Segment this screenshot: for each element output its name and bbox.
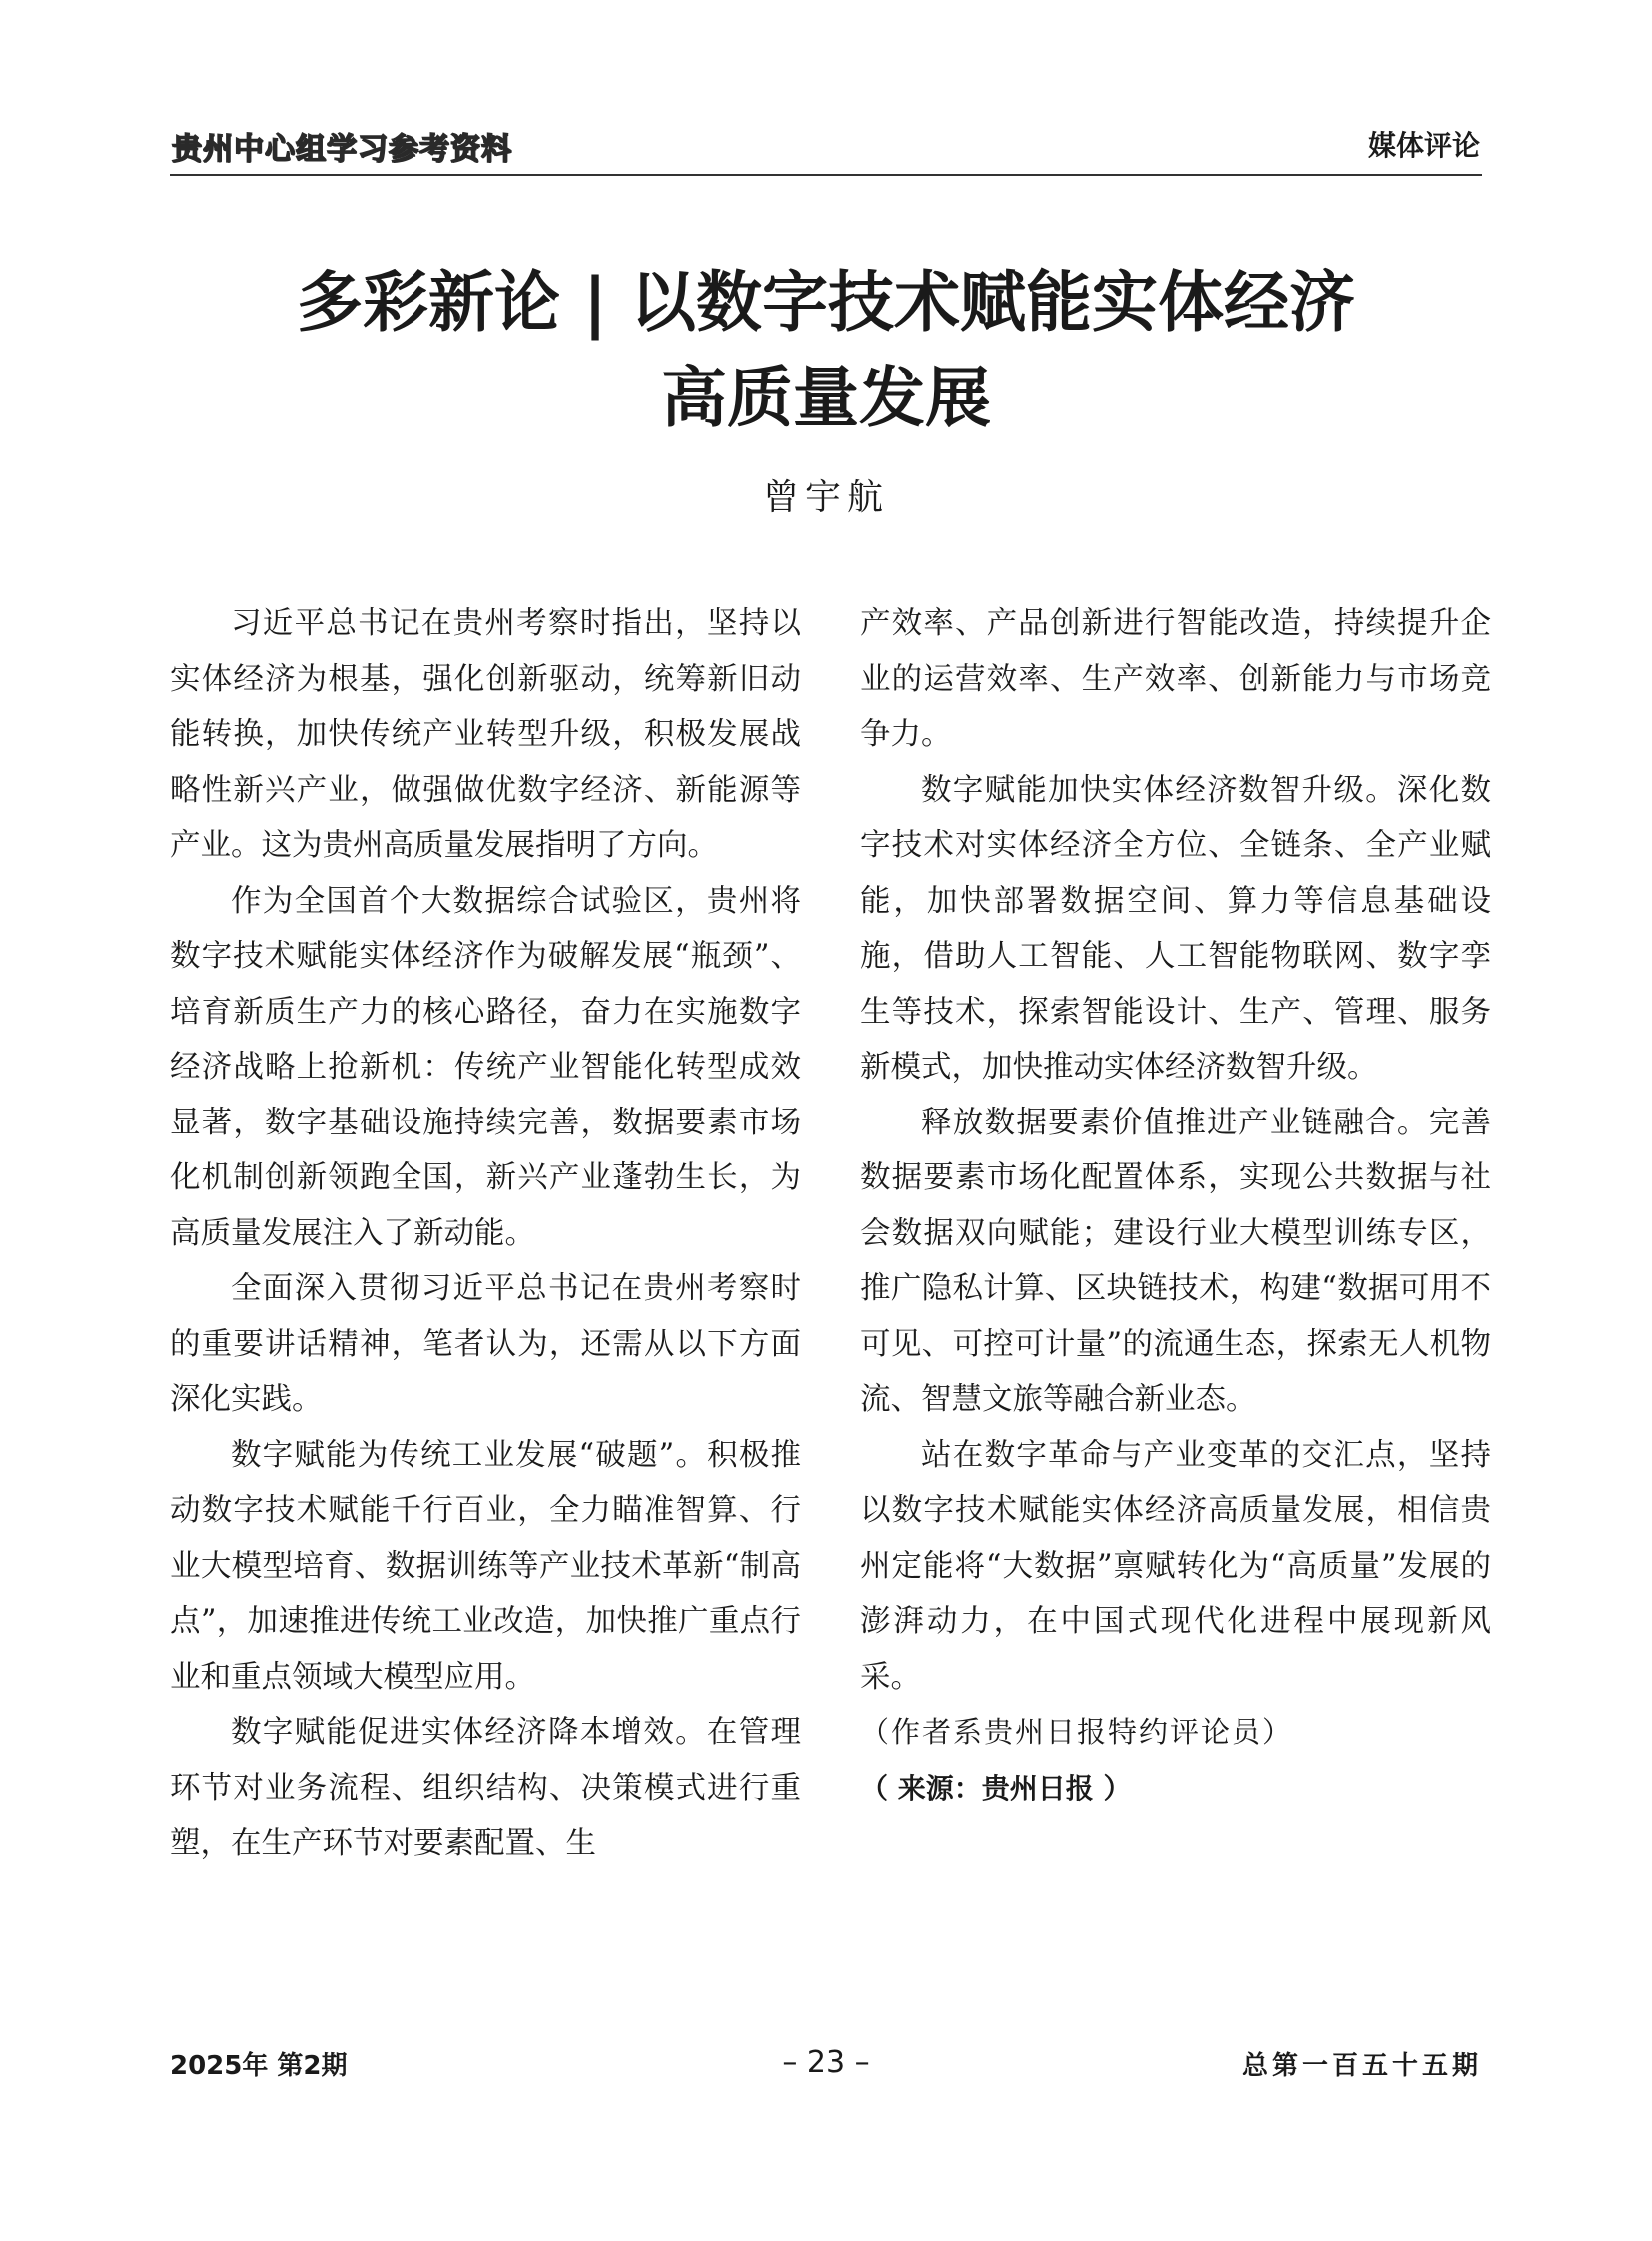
paragraph: 站在数字革命与产业变革的交汇点，坚持以数字技术赋能实体经济高质量发展，相信贵州定能将“大数据”禀赋转化为“高质量”发展的澎湃动力，在中国式现代化进程中展现新风采。 xyxy=(860,1437,1491,1695)
page-header xyxy=(170,118,1482,176)
left-column xyxy=(170,596,801,1871)
title-line-2: 高质量发展 xyxy=(661,360,991,436)
paragraph: 数字赋能促进实体经济降本增效。在管理环节对业务流程、组织结构、决策模式进行重塑，在生产环节对要素配置、生 xyxy=(170,1715,801,1861)
paragraph: 习近平总书记在贵州考察时指出，坚持以实体经济为根基，强化创新驱动，统筹新旧动能转换，加快传统产业转型升级，积极发展战略性新兴产业，做强做优数字经济、新能源等产业。这为贵州高质量发展指明了方向。 xyxy=(170,606,801,863)
paragraph: 释放数据要素价值推进产业链融合。完善数据要素市场化配置体系，实现公共数据与社会数据双向赋能；建设行业大模型训练专区，推广隐私计算、区块链技术，构建“数据可用不可见、可控可计量”的流通生态，探索无人机物流、智慧文旅等融合新业态。 xyxy=(860,1105,1491,1417)
source-credit: （ 来源：贵州日报 ） xyxy=(860,1771,1132,1805)
paragraph: 作为全国首个大数据综合试验区，贵州将数字技术赋能实体经济作为破解发展“瓶颈”、培育新质生产力的核心路径，奋力在实施数字经济战略上抢新机：传统产业智能化转型成效显著，数字基础设施持续完善，数据要素市场化机制创新领跑全国，新兴产业蓬勃生长，为高质量发展注入了新动能。 xyxy=(170,883,801,1251)
publication-title: 贵州中心组学习参考资料 xyxy=(172,132,512,167)
paragraph: 数字赋能加快实体经济数智升级。深化数字技术对实体经济全方位、全链条、全产业赋能，加快部署数据空间、算力等信息基础设施，借助人工智能、人工智能物联网、数字孪生等技术，探索智能设计、生产、管理、服务新模式，加快推动实体经济数智升级。 xyxy=(860,772,1491,1085)
paragraph: 数字赋能为传统工业发展“破题”。积极推动数字技术赋能千行百业，全力瞄准智算、行业大模型培育、数据训练等产业技术革新“制高点”，加速推进传统工业改造，加快推广重点行业和重点领域大模型应用。 xyxy=(170,1437,801,1695)
title-line-1: 多彩新论 | 以数字技术赋能实体经济 xyxy=(296,264,1356,341)
article-author: 曾宇航 xyxy=(762,477,889,518)
author-byline: （作者系贵州日报特约评论员） xyxy=(860,1715,1294,1749)
right-column xyxy=(860,596,1491,1816)
section-label: 媒体评论 xyxy=(1367,129,1480,162)
issue-label: 2025年 第2期 xyxy=(170,2051,348,2081)
paragraph-continuation: 产效率、产品创新进行智能改造，持续提升企业的运营效率、生产效率、创新能力与市场竞争力。 xyxy=(860,606,1491,752)
article-title xyxy=(170,255,1482,446)
page-footer xyxy=(170,2045,1482,2085)
page-number: – 23 – xyxy=(782,2045,870,2080)
total-issue-label: 总第一百五十五期 xyxy=(1241,2051,1482,2081)
paragraph: 全面深入贯彻习近平总书记在贵州考察时的重要讲话精神，笔者认为，还需从以下方面深化实践。 xyxy=(170,1271,801,1417)
